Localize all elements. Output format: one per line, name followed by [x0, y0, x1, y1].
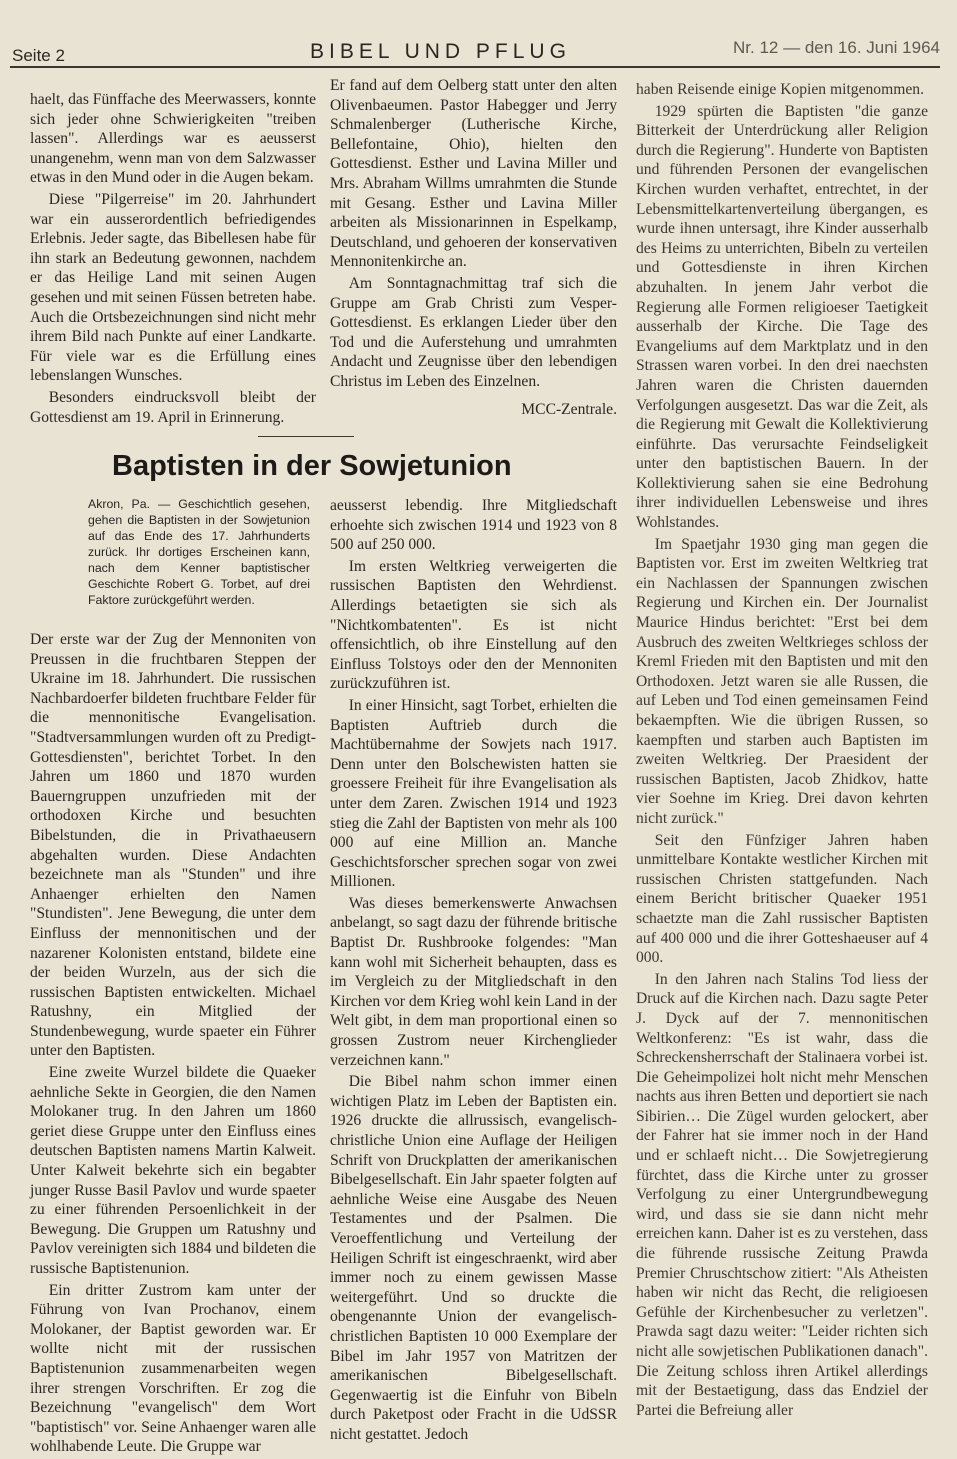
article-lead	[88, 496, 310, 608]
paragraph: aeusserst lebendig. Ihre Mitgliedschaft erhoehte sich zwischen 1914 und 1923 von 8 500 auf 250 000.	[330, 497, 617, 554]
issue-date: Nr. 12 — den 16. Juni 1964	[733, 38, 940, 57]
paragraph: Im Spaetjahr 1930 ging man gegen die Baptisten vor. Erst im zweiten Weltkrieg trat ein Nachlassen der Spannungen zwischen Regierung und Kirchen ein. Der Journalist Maurice Hindus berichtet: "Erst bei dem Ausbruch des zweiten Weltkrieges schloss der Kreml Frieden mit den Baptisten und mit den Orthodoxen. Jetzt waren sie alle Russen, die auf Leben und Tod einen gemeinsamen Feind bekaempften. Wie die übrigen Russen, so kaempften und starben auch Baptisten im zweiten Weltkrieg. Der Praesident der russischen Baptisten, Jacob Zhidkov, hatte vier Soehne im Krieg. Drei davon kehrten nicht zurück."	[636, 535, 928, 827]
paragraph: 1929 spürten die Baptisten "die ganze Bitterkeit der Unterdrückung aller Religion durch die Regierung". Hunderte von Baptisten und führenden Personen der evangelischen Kirchen wurden verhaftet, entrechtet, in der Lebensmittelkartenverteilung übergangen, es wurde ihnen untersagt, ihre Kinder ausserhalb des Heims zu unterrichten, Bibeln zu verteilen und Gottesdienste in ihren Kirchen abzuhalten. In jenem Jahr verbot die Regierung alle Formen religioeser Taetigkeit ausserhalb der Kirche. Die Tage des Evangeliums auf dem Marktplatz und in den Strassen waren vorbei. In den drei naechsten Jahren waren die Christen dauernden Verfolgungen ausgesetzt. Das war die Zeit, als die Regierung mit Gewalt die Kollektivierung einführte. Das verursachte Feindseligkeit unter den baptistischen Bauern. In der Kollektivierung sahen sie eine Bedrohung ihrer individuellen Lebensweise und ihres Wohlstandes.	[636, 102, 928, 532]
paragraph: haelt, das Fünffache des Meerwassers, konnte sich jeder ohne Schwierigkeiten "treiben lassen". Allerdings war es aeusserst unangenehm, wenn man von dem Salzwasser etwas in den Mund oder in die Augen bekam.	[30, 91, 316, 187]
article-signature: MCC-Zentrale.	[521, 400, 617, 418]
paragraph: Ein dritter Zustrom kam unter der Führung von Ivan Prochanov, einem Molokaner, der Baptist geworden war. Er wollte nicht mit der russischen Baptistenunion zusammenarbeiten wegen ihrer strengen Vorschriften. Er zog die Bezeichnung "evangelisch" dem Wort "baptistisch" vor. Seine Anhaenger waren alle wohlhabende Leute. Die Gruppe war	[30, 1281, 316, 1456]
paragraph: Der erste war der Zug der Mennoniten von Preussen in die fruchtbaren Steppen der Ukraine im 18. Jahrhundert. Die russischen Nachbardoerfer bildeten fruchtbare Felder für die mennonitische Evangelisation. "Stadtversammlungen wurden oft zu Predigt-Gottesdiensten", berichtet Torbet. In den Jahren um 1860 und 1870 wurden Bauerngruppen unzufrieden mit der orthodoxen Kirche und besuchten Bibelstunden, die in Privathaeusern abgehalten wurden. Diese Andachten bezeichnete man als "Stunden" und ihre Anhaenger erhielten den Namen "Stundisten". Jene Bewegung, die unter dem Einfluss der mennonitischen und der nazarener Kolonisten entstand, bildete eine der beiden Wurzeln, aus der sich die russischen Baptisten entwickelten. Michael Ratushny, ein Mitglied der Stundenbewegung, wurde spaeter ein Führer unter den Baptisten.	[30, 631, 316, 1060]
paragraph: Seit den Fünfziger Jahren haben unmittelbare Kontakte westlicher Kirchen mit russischen Christen stattgefunden. Nach einem Bericht britischer Quaeker 1951 schaetzte man die Zahl russischer Baptisten auf 400 000 und die ihrer Gotteshaeuser auf 4 000.	[636, 831, 928, 967]
paragraph: Er fand auf dem Oelberg statt unter den alten Olivenbaeumen. Pastor Habegger und Jerry Schmalenberger (Lutherische Kirche, Bellefontaine, Ohio), hielten den Gottesdienst. Esther und Lavina Miller und Mrs. Abraham Willms umrahmten die Stunde mit Gesang. Esther und Lavina Miller arbeiten als Missionarinnen in Espelkamp, Deutschland, und gehoeren der konservativen Mennonitenkirche an.	[330, 77, 617, 271]
article-column-1	[30, 630, 316, 1459]
paragraph: Die Bibel nahm schon immer einen wichtigen Platz im Leben der Baptisten ein. 1926 druckte die allrussisch, evangelisch-christliche Union eine Auflage der Heiligen Schrift von Druckplatten der amerikanischen Bibelgesellschaft. Ein Jahr spaeter folgten auf aehnliche Weise eine Ausgabe des Neuen Testamentes und der Psalmen. Die Veroeffentlichung und Verteilung der Heiligen Schrift ist eingeschraenkt, wird aber immer noch zu einem gewissen Masse weitergeführt. Und so druckte die obengenannte Union der evangelisch-christlichen Baptisten 10 000 Exemplare der Bibel im Jahr 1957 von Matritzen der amerikanischen Bibelgesellschaft. Gegenwaertig ist die Einfuhr von Bibeln durch Paketpost oder Fracht in die UdSSR nicht gestattet. Jedoch	[330, 1073, 617, 1443]
paragraph: haben Reisende einige Kopien mitgenommen.	[636, 81, 924, 98]
top-article-column-2	[330, 76, 617, 421]
top-article-column-1	[30, 90, 316, 429]
paragraph: In den Jahren nach Stalins Tod liess der Druck auf die Kirchen nach. Dazu sagte Peter J. Dyck auf der 7. mennonitischen Weltkonferenz: "Es ist wahr, dass die Schreckensherrschaft der Stalinaera vorbei ist. Die Geheimpolizei holt nicht mehr Menschen nachts aus ihren Betten und deportiert sie nach Sibirien… Die Zügel wurden gelockert, aber der Fahrer hat sie immer noch in der Hand und er schlaeft nicht… Die Sowjetregierung fürchtet, dass die Kirche unter zu grosser Verfolgung zu einer Untergrundbewegung wird, und dass sie sie dann nicht mehr erreichen kann. Daher ist es zu verstehen, dass die führende russische Zeitung Prawda Premier Chruschtschow zitiert: "Als Atheisten haben wir nicht das Recht, die religioesen Gefühle der Kirchenbesucher zu verletzen". Prawda sagt dazu weiter: "Leider richten sich nicht alle sowjetischen Publikationen danach". Die Zeitung schloss ihren Artikel allerdings mit der Bestaetigung, dass das Endziel der Partei die Befreiung aller	[636, 970, 928, 1419]
header-rule	[10, 66, 940, 68]
paragraph: Diese "Pilgerreise" im 20. Jahrhundert war ein ausserordentlich befriedigendes Erlebnis. Jeder sagte, das Bibellesen habe für ihn stark an Bedeutung gewonnen, nachdem er das Heilige Land mit seinen Augen gesehen und mit seinen Füssen betreten habe. Auch die Ortsbezeichnungen sind nicht mehr ihrem Bild nach Punkte auf einer Landkarte. Für viele war es die Erfüllung eines lebenslangen Wunsches.	[30, 190, 316, 385]
page-number: Seite 2	[12, 46, 65, 65]
article-column-3	[636, 80, 928, 1422]
masthead: BIBEL UND PFLUG	[310, 40, 571, 63]
page-header	[10, 36, 940, 68]
paragraph: Besonders eindrucksvoll bleibt der Gottesdienst am 19. April in Erinnerung.	[30, 388, 316, 426]
paragraph: Am Sonntagnachmittag traf sich die Gruppe am Grab Christi zum Vesper-Gottesdienst. Es erklangen Lieder über den Tod und die Auferstehung und umrahmten Andacht und Zeugnisse über den lebendigen Christus im Leben des Einzelnen.	[330, 274, 617, 390]
title-divider	[258, 436, 354, 437]
paragraph: Eine zweite Wurzel bildete die Quaeker aehnliche Sekte in Georgien, die den Namen Molokaner trug. In den Jahren um 1860 geriet diese Gruppe unter den Einfluss eines deutschen Baptisten namens Martin Kalweit. Unter Kalweit bekehrte sich ein begabter junger Russe Basil Pavlov und wurde spaeter zu einer führenden Persoenlichkeit in der Bewegung. Die Gruppen um Ratushny und Pavlov vereinigten sich 1884 und bildeten die russische Baptistenunion.	[30, 1064, 316, 1277]
article-headline: Baptisten in der Sowjetunion	[112, 450, 512, 482]
paragraph: Im ersten Weltkrieg verweigerten die russischen Baptisten den Wehrdienst. Allerdings betaetigten sie sich als "Nichtkombatenten". Es ist nicht offensichtlich, ob ihre Einstellung auf den Einfluss Tolstoys oder den der Mennoniten zurückzuführen ist.	[330, 557, 617, 693]
article-column-2	[330, 496, 617, 1447]
paragraph: In einer Hinsicht, sagt Torbet, erhielten die Baptisten Auftrieb durch die Machtübernahme der Sowjets nach 1917. Denn unter den Bolschewisten hatten sie groessere Freiheit für ihre Evangelisation als unter dem Zaren. Zwischen 1914 und 1923 stieg die Zahl der Baptisten von mehr als 100 000 auf eine Million an. Manche Geschichtsforscher sprechen sogar von zwei Millionen.	[330, 696, 617, 891]
lead-paragraph: Akron, Pa. — Geschichtlich gesehen, gehen die Baptisten in der Sowjetunion auf das Ende des 17. Jahrhunderts zurück. Ihr dortiges Erscheinen kann, nach dem Kenner baptistischer Geschichte Robert G. Torbet, auf drei Faktore zurückgeführt werden.	[88, 497, 310, 607]
paragraph: Was dieses bemerkenswerte Anwachsen anbelangt, so sagt dazu der führende britische Baptist Dr. Rushbrooke folgendes: "Man kann wohl mit Sicherheit behaupten, dass es im Vergleich zu der Mitgliedschaft in den Kirchen vor dem Krieg wohl kein Land in der Welt gibt, in dem man proportional einen so grossen Zustrom neuer Kirchenglieder verzeichnen kann."	[330, 894, 617, 1069]
